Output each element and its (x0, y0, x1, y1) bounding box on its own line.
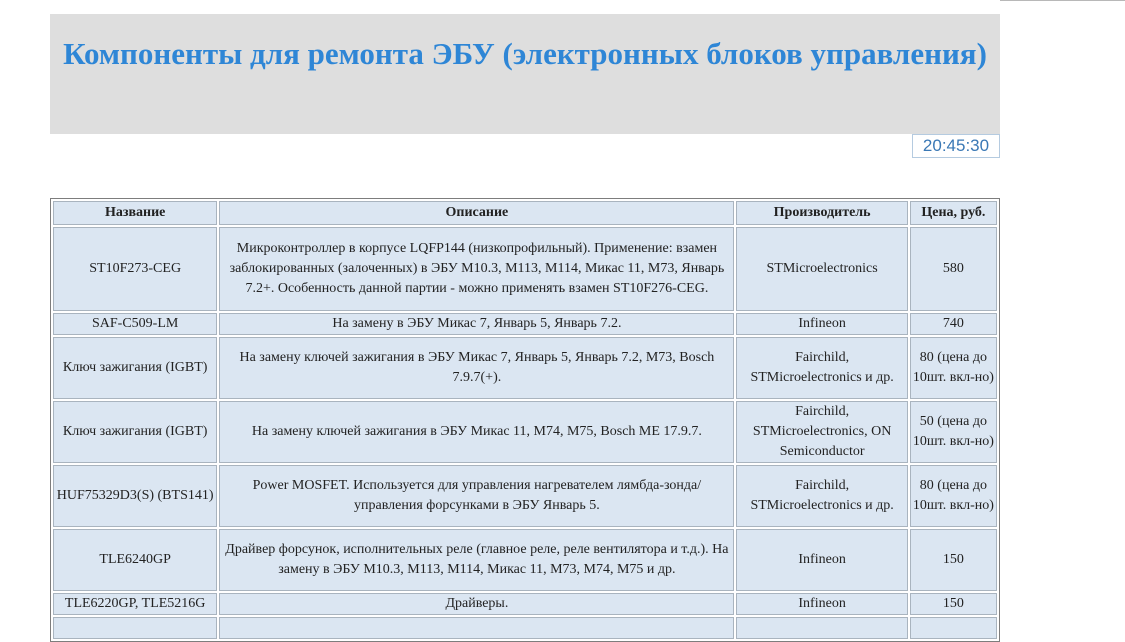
cell-name: Ключ зажигания (IGBT) (53, 401, 217, 463)
cell-name: TLE6240GP (53, 529, 217, 591)
table-header-row (53, 201, 997, 225)
table-row (53, 337, 997, 399)
page-header (50, 14, 1000, 134)
cell-description: На замену ключей зажигания в ЭБУ Микас 7, Январь 5, Январь 7.2, М73, Bosch 7.9.7(+). (219, 337, 734, 399)
page-title: Компоненты для ремонта ЭБУ (электронных блоков управления) (63, 36, 987, 71)
table-row (53, 401, 997, 463)
cell-manufacturer: Infineon (736, 313, 907, 335)
cell-manufacturer: Fairchild, STMicroelectronics и др. (736, 465, 907, 527)
cell-name: ST10F273-CEG (53, 227, 217, 311)
column-header-manufacturer: Производитель (736, 201, 907, 225)
cell-price: 150 (910, 593, 997, 615)
clock-display: 20:45:30 (912, 134, 1000, 158)
cell-manufacturer: Infineon (736, 529, 907, 591)
cell-manufacturer: Fairchild, STMicroelectronics, ON Semiconductor (736, 401, 907, 463)
components-table (50, 198, 1000, 642)
column-header-description: Описание (219, 201, 734, 225)
top-divider (1000, 0, 1125, 1)
table-row (53, 313, 997, 335)
cell-description: Драйвер форсунок, исполнительных реле (главное реле, реле вентилятора и т.д.). На замену в ЭБУ М10.3, М113, М114, Микас 11, М73, М74, М75 и др. (219, 529, 734, 591)
table-row (53, 529, 997, 591)
cell-description: На замену ключей зажигания в ЭБУ Микас 11, М74, М75, Bosch ME 17.9.7. (219, 401, 734, 463)
cell-price: 50 (цена до 10шт. вкл-но) (910, 401, 997, 463)
cell-description: Power MOSFET. Используется для управления нагревателем лямбда-зонда/управления форсунками в ЭБУ Январь 5. (219, 465, 734, 527)
cell-manufacturer: STMicroelectronics (736, 227, 907, 311)
cell-description: Драйверы. (219, 593, 734, 615)
cell-manufacturer: Fairchild, STMicroelectronics и др. (736, 337, 907, 399)
cell-description: На замену в ЭБУ Микас 7, Январь 5, Январь 7.2. (219, 313, 734, 335)
cell-price: 80 (цена до 10шт. вкл-но) (910, 337, 997, 399)
column-header-name: Название (53, 201, 217, 225)
table-row (53, 465, 997, 527)
cell-name: Ключ зажигания (IGBT) (53, 337, 217, 399)
cell-price: 580 (910, 227, 997, 311)
cell-price: 150 (910, 529, 997, 591)
cell-price: 80 (цена до 10шт. вкл-но) (910, 465, 997, 527)
column-header-price: Цена, руб. (910, 201, 997, 225)
cell-name: SAF-C509-LM (53, 313, 217, 335)
cell-name: TLE6220GP, TLE5216G (53, 593, 217, 615)
cell-manufacturer: Infineon (736, 593, 907, 615)
table-row (53, 593, 997, 615)
cell-description: Микроконтроллер в корпусе LQFP144 (низкопрофильный). Применение: взамен заблокированных (залоченных) в ЭБУ М10.3, М113, М114, Микас 11, М73, Январь 7.2+. Особенность данной партии - можно применять взамен ST10F276-CEG. (219, 227, 734, 311)
components-table-container (50, 198, 1000, 642)
cell-name: HUF75329D3(S) (BTS141) (53, 465, 217, 527)
table-row (53, 227, 997, 311)
cell-price: 740 (910, 313, 997, 335)
